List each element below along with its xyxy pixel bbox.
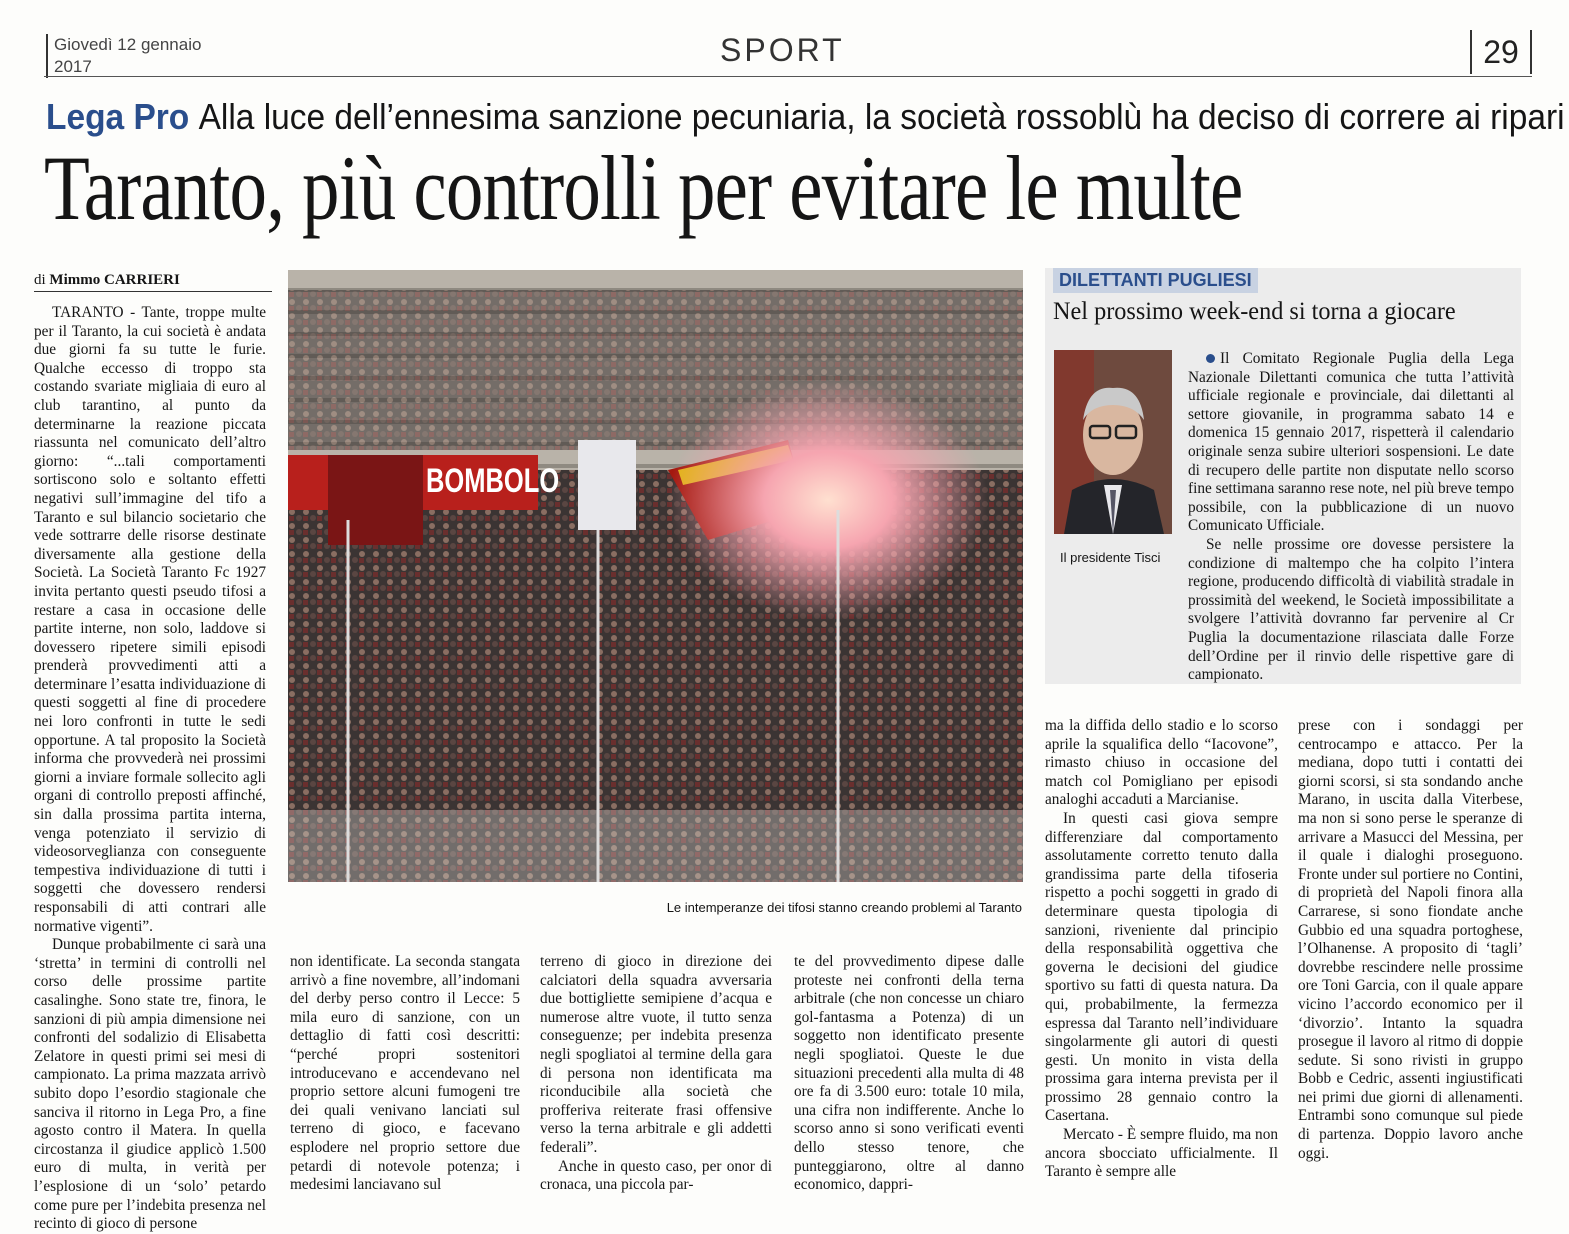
paragraph: te del provvedimento dipese dalle proteste nei confronti della terna arbitrale (che non concesse un chiaro gol-fantasma a Potenza) di un soggetto non identificato presente negli spogliatoi. Queste le due situazioni precedenti alla multa di 48 ore fa di 3.500 euro: totale 10 mila, una cifra non indifferente. Anche lo scorso anno si sono verificati eventi dello stesso tenore, che punteggiarono, oltre al danno economico, dappri- xyxy=(794,953,1024,1194)
date-day: Giovedì 12 gennaio xyxy=(54,35,202,54)
paragraph: In questi casi giova sempre differenziare dal comportamento assolutamente corretto tenuto dalla grandissima parte della tifoseria rispetto a pochi soggetti in grado di determinare questa tipologia di sanzioni, riveniente dal principio della responsabilità oggettiva che governa le decisioni del giudice sportivo su fatti di questa natura. Da qui, probabilmente, la fermezza espressa dal Taranto nell’individuare singolarmente gli autori di questi gesti. Un monito in vista della prossima gara interna prevista per il prossimo 28 gennaio contro la Casertana. xyxy=(1045,809,1278,1125)
date-line xyxy=(46,34,254,78)
article-column-6 xyxy=(1298,717,1523,1163)
paragraph xyxy=(1188,350,1514,536)
article-column-5 xyxy=(1045,717,1278,1182)
article-column-4 xyxy=(794,953,1024,1195)
section-title: SPORT xyxy=(720,32,845,68)
sidebar-text xyxy=(1188,350,1514,685)
sidebar-kicker: DILETTANTI PUGLIESI xyxy=(1053,268,1258,293)
portrait-image xyxy=(1054,350,1172,534)
paragraph-text: Il Comitato Regionale Puglia della Lega Nazionale Dilettanti comunica che tutta l’attività ufficiale regionale e provinciale, dai dilettanti al settore giovanile, in programma sabato 14 e domenica 15 gennaio 2017, rispetterà il calendario originale senza subire ulteriori sospensioni. Le date di recupero delle partite non disputate nello scorso fine settimana saranno rese note, nel più breve tempo possibile, con la pubblicazione di un nuovo Comunicato Ufficiale. xyxy=(1188,350,1514,535)
byline-author: Mimmo CARRIERI xyxy=(49,272,180,288)
president-photo xyxy=(1054,350,1172,534)
article-column-1 xyxy=(34,304,266,1234)
photo-caption: Le intemperanze dei tifosi stanno creando problemi al Taranto xyxy=(666,900,1022,915)
paragraph: ma la diffida dello stadio e lo scorso aprile la squalifica dello “Iacovone”, rimasto chiuso in occasione del match col Pomigliano per episodi analoghi accaduti a Marcianise. xyxy=(1045,717,1278,809)
date-year: 2017 xyxy=(54,57,92,76)
paragraph: Anche in questo caso, per onor di cronaca, una piccola par- xyxy=(540,1157,772,1194)
page-number: 29 xyxy=(1470,30,1532,74)
kicker-text: Alla luce dell’ennesima sanzione pecuniaria, la società rossoblù ha deciso di correre ai ripari xyxy=(198,96,1565,137)
paragraph: Dunque probabilmente ci sarà una ‘stretta’ in termini di controlli nel corso delle prossime partite casalinghe. Sono state tre, finora, le sanzioni di più ampia dimensione nei confronti del sodalizio di Elisabetta Zelatore in questi primi sei mesi di campionato. La prima mazzata arrivò subito dopo l’esordio stagionale che sanciva il ritorno in Lega Pro, a fine agosto contro il Matera. In quella circostanza il giudice applicò 1.500 euro di multa, in verità per l’esplosione di un ‘solo’ petardo come pure per l’indebita presenza nel recinto di gioco di persone xyxy=(34,936,266,1233)
byline xyxy=(34,272,272,292)
fans-photo xyxy=(288,270,1023,882)
bullet-icon xyxy=(1206,354,1215,363)
paragraph: Se nelle prossime ore dovesse persistere la condizione di maltempo che ha colpito l’intera regione, producendo difficoltà di viabilità stradale in prossimità del weekend, le Società impossibilitate a svolgere l’attività dovranno far pervenire al Cr Puglia la documentazione rilasciata dalle Forze dell’Ordine per il rinvio delle rispettive gare di campionato. xyxy=(1188,535,1514,684)
kicker-tag: Lega Pro xyxy=(46,96,190,137)
paragraph: prese con i sondaggi per centrocampo e attacco. Per la mediana, dopo tutti i contatti dei giorni scorsi, si sta sondando anche Marano, in uscita dalla Viterbese, ma non si sono perse le speranze di arrivare a Masucci del Messina, per il quale i dialoghi proseguono. Fronte under sul portiere no Contini, di proprietà del Napoli finora alla Carrarese, si sono fiondate anche Gubbio ed una squadra portoghese, l’Olhanense. A proposito di ‘tagli’ dovrebbe rescindere nelle prossime ore Toni Garcia, con il quale appare vicino l’accordo economico per il ‘divorzio’. Intanto la squadra prosegue il lavoro al ritmo di doppie sedute. Si sono rivisti in gruppo Bobb e Cedric, assenti ingiustificati nei primi due giorni di allenamenti. Entrambi sono comunque sul piede di partenza. Doppio lavoro anche oggi. xyxy=(1298,717,1523,1162)
article-column-3 xyxy=(540,953,772,1195)
president-caption: Il presidente Tisci xyxy=(1060,550,1161,565)
paragraph: non identificate. La seconda stangata arrivò a fine novembre, all’indomani del derby perso contro il Lecce: 5 mila euro di sanzione, con un dettaglio di fatti così descritti: “perché propri sostenitori introducevano e accendevano nel proprio settore alcuni fumogeni tre dei quali venivano lanciati sul terreno di gioco, e facevano esplodere nel proprio settore due petardi di notevole potenza; i medesimi lanciavano sul xyxy=(290,953,520,1194)
sidebar-title: Nel prossimo week-end si torna a giocare xyxy=(1053,298,1456,325)
paragraph: terreno di gioco in direzione dei calciatori della squadra avversaria due bottigliette semipiene d’acqua e numerose altre vuote, il tutto senza conseguenze; per indebita presenza negli spogliatoi al termine della gara di persona non identificata ma riconducibile alla società che profferiva reiterate frasi offensive verso la terna arbitrale e gli addetti federali”. xyxy=(540,953,772,1156)
article-column-2 xyxy=(290,953,520,1195)
paragraph: Mercato - È sempre fluido, ma non ancora sbocciato ufficialmente. Il Taranto è sempre alle xyxy=(1045,1126,1278,1181)
article-title: Taranto, più controlli per evitare le multe xyxy=(44,137,1243,239)
header-rule xyxy=(44,76,1532,77)
article-kicker xyxy=(46,95,1565,139)
article-photo xyxy=(288,270,1023,882)
banner-text: BOMBOLO xyxy=(426,462,560,500)
byline-prefix: di xyxy=(34,272,46,288)
paragraph: TARANTO - Tante, troppe multe per il Taranto, la cui società è andata due giorni fa su tutte le furie. Qualche eccesso di troppo sta costando svariate migliaia di euro al club tarantino, al punto da determinarne la reazione piccata riassunta nel comunicato dell’altro giorno: “...tali comportamenti sortiscono solo e soltanto effetti negativi sull’immagine del tifo a Taranto e sul bilancio societario che vede sottrarre delle risorse destinate diversamente alla gestione della Società. La Società Taranto Fc 1927 invita pertanto questi pseudo tifosi a restare a casa in occasione delle partite interne, non solo, laddove si dovessero ripetere simili episodi prenderà provvedimenti atti a determinare l’esatta individuazione di questi soggetti al fine di procedere nei loro confronti in tutte le sedi opportune. A tal proposito la Società informa che provvederà nei prossimi giorni a inviare formale sollecito agli organi di controllo preposti affinché, sin dalla prossima partita interna, venga potenziato il servizio di videosorveglianza con conseguente tempestiva individuazione di tutti i soggetti che dovessero rendersi responsabili di atti contrari alle normative vigenti”. xyxy=(34,304,266,935)
